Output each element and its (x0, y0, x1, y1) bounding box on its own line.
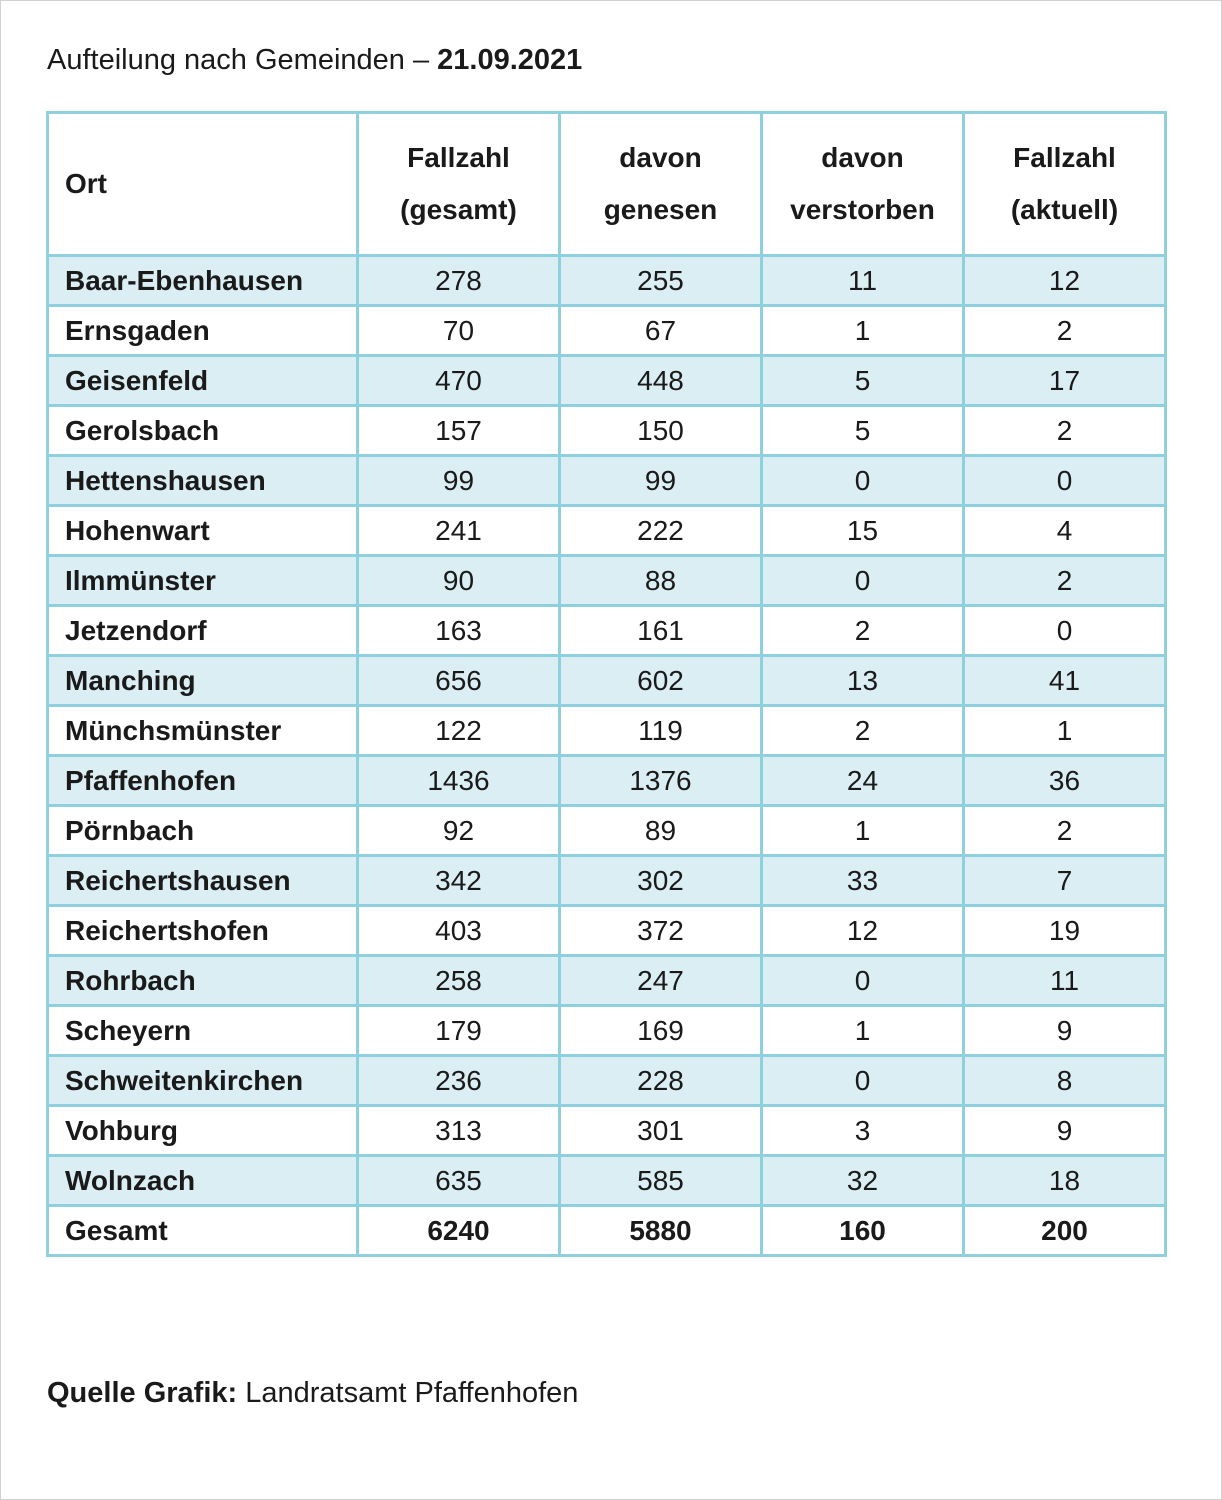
cell-fallzahl-aktuell: 0 (964, 456, 1166, 506)
cell-davon-genesen: 448 (560, 356, 762, 406)
cell-davon-genesen: 99 (560, 456, 762, 506)
cell-davon-verstorben: 12 (762, 906, 964, 956)
cell-ort: Hohenwart (48, 506, 358, 556)
cell-fallzahl-gesamt: 241 (358, 506, 560, 556)
cell-davon-verstorben: 13 (762, 656, 964, 706)
cell-ort: Scheyern (48, 1006, 358, 1056)
header-row (48, 113, 1166, 256)
cell-davon-verstorben: 33 (762, 856, 964, 906)
cell-fallzahl-aktuell: 11 (964, 956, 1166, 1006)
header-ort (48, 113, 358, 256)
header-davon-verstorben (762, 113, 964, 256)
cell-fallzahl-gesamt: 157 (358, 406, 560, 456)
cell-fallzahl-gesamt: 403 (358, 906, 560, 956)
cell-ort: Rohrbach (48, 956, 358, 1006)
source-note (47, 1375, 578, 1411)
cell-davon-verstorben: 0 (762, 456, 964, 506)
cell-fallzahl-gesamt: 122 (358, 706, 560, 756)
cell-ort: Gesamt (48, 1206, 358, 1256)
cell-ort: Reichertshausen (48, 856, 358, 906)
cell-ort: Hettenshausen (48, 456, 358, 506)
header-line1: davon (821, 142, 904, 173)
cell-fallzahl-gesamt: 313 (358, 1106, 560, 1156)
table-row (48, 706, 1166, 756)
cell-fallzahl-gesamt: 92 (358, 806, 560, 856)
table-row (48, 556, 1166, 606)
table-row (48, 406, 1166, 456)
header-line2: (aktuell) (1010, 194, 1119, 225)
header-ort-label: Ort (65, 168, 107, 199)
heading-prefix: Aufteilung nach Gemeinden – (47, 44, 438, 76)
cell-ort: Baar-Ebenhausen (48, 256, 358, 306)
cell-ort: Pörnbach (48, 806, 358, 856)
header-davon-genesen (560, 113, 762, 256)
table-row (48, 306, 1166, 356)
cell-davon-verstorben: 5 (762, 406, 964, 456)
cell-fallzahl-gesamt: 1436 (358, 756, 560, 806)
cell-ort: Jetzendorf (48, 606, 358, 656)
cell-davon-genesen: 67 (560, 306, 762, 356)
cell-davon-genesen: 602 (560, 656, 762, 706)
table-row (48, 906, 1166, 956)
cell-davon-verstorben: 32 (762, 1156, 964, 1206)
cell-fallzahl-aktuell: 36 (964, 756, 1166, 806)
cell-davon-verstorben: 1 (762, 1006, 964, 1056)
cell-ort: Manching (48, 656, 358, 706)
cell-fallzahl-gesamt: 99 (358, 456, 560, 506)
cell-davon-genesen: 585 (560, 1156, 762, 1206)
cell-fallzahl-gesamt: 70 (358, 306, 560, 356)
cell-fallzahl-gesamt: 258 (358, 956, 560, 1006)
cell-fallzahl-aktuell: 7 (964, 856, 1166, 906)
table-row (48, 256, 1166, 306)
cell-fallzahl-gesamt: 90 (358, 556, 560, 606)
table-row (48, 606, 1166, 656)
cell-davon-genesen: 222 (560, 506, 762, 556)
cell-fallzahl-aktuell: 8 (964, 1056, 1166, 1106)
cell-ort: Geisenfeld (48, 356, 358, 406)
page-heading (47, 42, 582, 78)
table-row (48, 356, 1166, 406)
table-row (48, 656, 1166, 706)
cell-fallzahl-gesamt: 163 (358, 606, 560, 656)
cell-davon-genesen: 161 (560, 606, 762, 656)
cell-davon-verstorben: 24 (762, 756, 964, 806)
table-row (48, 756, 1166, 806)
cell-ort: Münchsmünster (48, 706, 358, 756)
cell-davon-verstorben: 3 (762, 1106, 964, 1156)
cell-davon-verstorben: 1 (762, 806, 964, 856)
cell-davon-genesen: 372 (560, 906, 762, 956)
cell-davon-verstorben: 2 (762, 606, 964, 656)
cell-davon-verstorben: 160 (762, 1206, 964, 1256)
cell-fallzahl-aktuell: 4 (964, 506, 1166, 556)
cell-fallzahl-aktuell: 2 (964, 556, 1166, 606)
cell-fallzahl-gesamt: 342 (358, 856, 560, 906)
cell-fallzahl-gesamt: 236 (358, 1056, 560, 1106)
cell-davon-genesen: 89 (560, 806, 762, 856)
cell-ort: Vohburg (48, 1106, 358, 1156)
cell-davon-genesen: 255 (560, 256, 762, 306)
cell-fallzahl-aktuell: 9 (964, 1006, 1166, 1056)
cell-ort: Reichertshofen (48, 906, 358, 956)
cell-ort: Gerolsbach (48, 406, 358, 456)
cell-davon-verstorben: 1 (762, 306, 964, 356)
cell-fallzahl-aktuell: 17 (964, 356, 1166, 406)
total-row (48, 1206, 1166, 1256)
cell-ort: Schweitenkirchen (48, 1056, 358, 1106)
table-row (48, 1006, 1166, 1056)
table-body (48, 256, 1166, 1256)
cell-davon-verstorben: 2 (762, 706, 964, 756)
cell-davon-genesen: 5880 (560, 1206, 762, 1256)
heading-date: 21.09.2021 (437, 44, 583, 76)
header-fallzahl-gesamt (358, 113, 560, 256)
header-line2: (gesamt) (400, 194, 517, 225)
cell-fallzahl-aktuell: 2 (964, 306, 1166, 356)
header-line2: genesen (603, 194, 718, 225)
cell-fallzahl-aktuell: 9 (964, 1106, 1166, 1156)
cell-ort: Wolnzach (48, 1156, 358, 1206)
cases-by-municipality-table (46, 111, 1167, 1257)
cell-fallzahl-aktuell: 2 (964, 406, 1166, 456)
cell-fallzahl-aktuell: 41 (964, 656, 1166, 706)
cell-davon-genesen: 88 (560, 556, 762, 606)
cell-fallzahl-gesamt: 6240 (358, 1206, 560, 1256)
table-row (48, 1106, 1166, 1156)
cell-davon-genesen: 119 (560, 706, 762, 756)
cell-davon-genesen: 150 (560, 406, 762, 456)
table-row (48, 1156, 1166, 1206)
header-line1: Fallzahl (1013, 142, 1116, 173)
cell-davon-verstorben: 0 (762, 956, 964, 1006)
cell-fallzahl-aktuell: 2 (964, 806, 1166, 856)
cell-fallzahl-aktuell: 19 (964, 906, 1166, 956)
table-row (48, 956, 1166, 1006)
cell-davon-genesen: 1376 (560, 756, 762, 806)
source-text: Landratsamt Pfaffenhofen (237, 1377, 579, 1409)
cell-davon-genesen: 228 (560, 1056, 762, 1106)
cell-fallzahl-aktuell: 0 (964, 606, 1166, 656)
cell-fallzahl-gesamt: 635 (358, 1156, 560, 1206)
cell-davon-genesen: 169 (560, 1006, 762, 1056)
header-line1: Fallzahl (407, 142, 510, 173)
header-line2: verstorben (790, 194, 935, 225)
cell-fallzahl-aktuell: 200 (964, 1206, 1166, 1256)
table-row (48, 456, 1166, 506)
table-row (48, 506, 1166, 556)
cell-davon-verstorben: 5 (762, 356, 964, 406)
table-row (48, 806, 1166, 856)
cell-davon-genesen: 247 (560, 956, 762, 1006)
cell-fallzahl-aktuell: 12 (964, 256, 1166, 306)
table-row (48, 1056, 1166, 1106)
cell-ort: Ilmmünster (48, 556, 358, 606)
cell-ort: Ernsgaden (48, 306, 358, 356)
table-row (48, 856, 1166, 906)
cell-fallzahl-gesamt: 656 (358, 656, 560, 706)
cell-fallzahl-aktuell: 1 (964, 706, 1166, 756)
source-label: Quelle Grafik: (47, 1377, 238, 1409)
header-fallzahl-aktuell (964, 113, 1166, 256)
cell-fallzahl-gesamt: 470 (358, 356, 560, 406)
cell-davon-verstorben: 0 (762, 556, 964, 606)
cell-davon-verstorben: 0 (762, 1056, 964, 1106)
cell-fallzahl-gesamt: 278 (358, 256, 560, 306)
cell-davon-verstorben: 11 (762, 256, 964, 306)
cell-ort: Pfaffenhofen (48, 756, 358, 806)
cell-fallzahl-aktuell: 18 (964, 1156, 1166, 1206)
cell-davon-genesen: 302 (560, 856, 762, 906)
cell-davon-verstorben: 15 (762, 506, 964, 556)
cell-davon-genesen: 301 (560, 1106, 762, 1156)
cell-fallzahl-gesamt: 179 (358, 1006, 560, 1056)
header-line1: davon (619, 142, 702, 173)
